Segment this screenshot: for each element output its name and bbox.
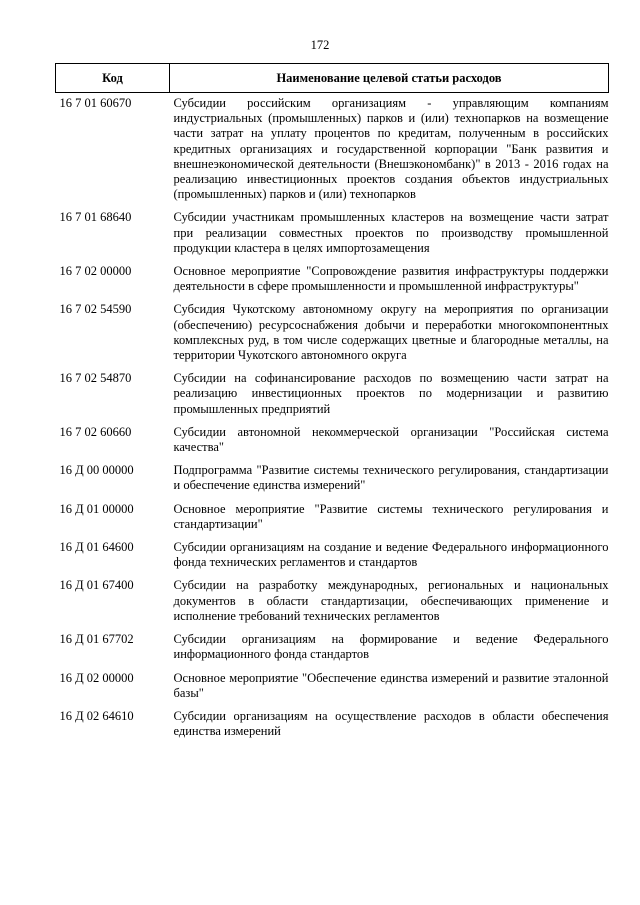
table-row	[56, 499, 609, 537]
row-name: Подпрограмма "Развитие системы технического регулирования, стандартизации и обеспечение единства измерений"	[173, 463, 609, 493]
row-name: Субсидии на разработку международных, региональных и национальных документов в области стандартизации, обеспечивающих применение и исполнение требований технических регламентов	[173, 578, 609, 623]
header-name: Наименование целевой статьи расходов	[170, 64, 609, 93]
table-row	[56, 422, 609, 460]
row-code: 16 7 02 00000	[59, 264, 132, 279]
row-code: 16 7 01 68640	[59, 210, 132, 225]
row-name: Основное мероприятие "Обеспечение единства измерений и развитие эталонной базы"	[173, 670, 609, 700]
budget-codes-table	[55, 63, 609, 744]
row-name: Основное мероприятие "Развитие системы технического регулирования и стандартизации"	[173, 501, 609, 531]
row-name: Субсидии участникам промышленных кластеров на возмещение части затрат при реализации совместных проектов по производству промышленной продукции кластера в целях импортозамещения	[173, 210, 609, 255]
row-name: Субсидии организациям на формирование и ведение Федерального информационного фонда стандартов	[173, 632, 609, 662]
table-row	[56, 93, 609, 208]
row-code: 16 7 01 60670	[59, 96, 132, 110]
table-row	[56, 668, 609, 706]
row-code: 16 7 02 60660	[59, 424, 132, 439]
row-name: Субсидии автономной некоммерческой организации "Российская система качества"	[173, 424, 609, 455]
table-row	[56, 207, 609, 261]
row-code: 16 Д 01 67400	[59, 578, 134, 593]
table-row	[56, 706, 609, 744]
row-code: 16 Д 01 00000	[59, 501, 134, 516]
row-name: Субсидии российским организациям - управляющим компаниям индустриальных (промышленных) парков и (или) технопарков на возмещение части затрат на уплату процентов по кредитам, полученным в российских кредитных организациях и государственной корпорации "Банк развития и внешнеэкономической деятельности (Внешэкономбанк)" в 2013 - 2016 годах на реализацию инвестиционных проектов создания объектов индустриальных (промышленных) парков и (или) технопарков	[173, 96, 609, 202]
table-header-row	[56, 64, 609, 93]
table-row	[56, 460, 609, 498]
row-code: 16 Д 02 64610	[59, 708, 134, 723]
table-row	[56, 537, 609, 575]
row-name: Субсидии организациям на осуществление расходов в области обеспечения единства измерений	[173, 708, 609, 739]
row-name: Основное мероприятие "Сопровождение развития инфраструктуры поддержки деятельности в сфере промышленности и промышленной инфраструктуры"	[173, 264, 609, 294]
row-code: 16 7 02 54590	[59, 302, 132, 317]
table-row	[56, 299, 609, 368]
row-code: 16 7 02 54870	[59, 371, 132, 386]
row-name: Субсидии организациям на создание и ведение Федерального информационного фонда технических регламентов и стандартов	[173, 540, 609, 570]
table-row	[56, 261, 609, 299]
row-name: Субсидии на софинансирование расходов по возмещению части затрат на реализацию инвестиционных проектов по модернизации и развитию промышленных предприятий	[173, 371, 609, 416]
table-row	[56, 629, 609, 667]
table-body	[56, 93, 609, 745]
row-code: 16 Д 02 00000	[59, 670, 134, 685]
page-number: 172	[310, 38, 330, 52]
row-code: 16 Д 00 00000	[59, 463, 134, 478]
row-name: Субсидия Чукотскому автономному округу на мероприятия по организации (обеспечению) ресурсоснабжения добычи и переработки многокомпонентных комплексных руд, в том числе содержащих цветные и благородные металлы, на территории Чукотского автономного округа	[173, 302, 609, 363]
table-row	[56, 575, 609, 629]
table-row	[56, 368, 609, 422]
row-code: 16 Д 01 64600	[59, 540, 134, 555]
row-code: 16 Д 01 67702	[59, 632, 134, 647]
header-code: Код	[56, 64, 170, 93]
